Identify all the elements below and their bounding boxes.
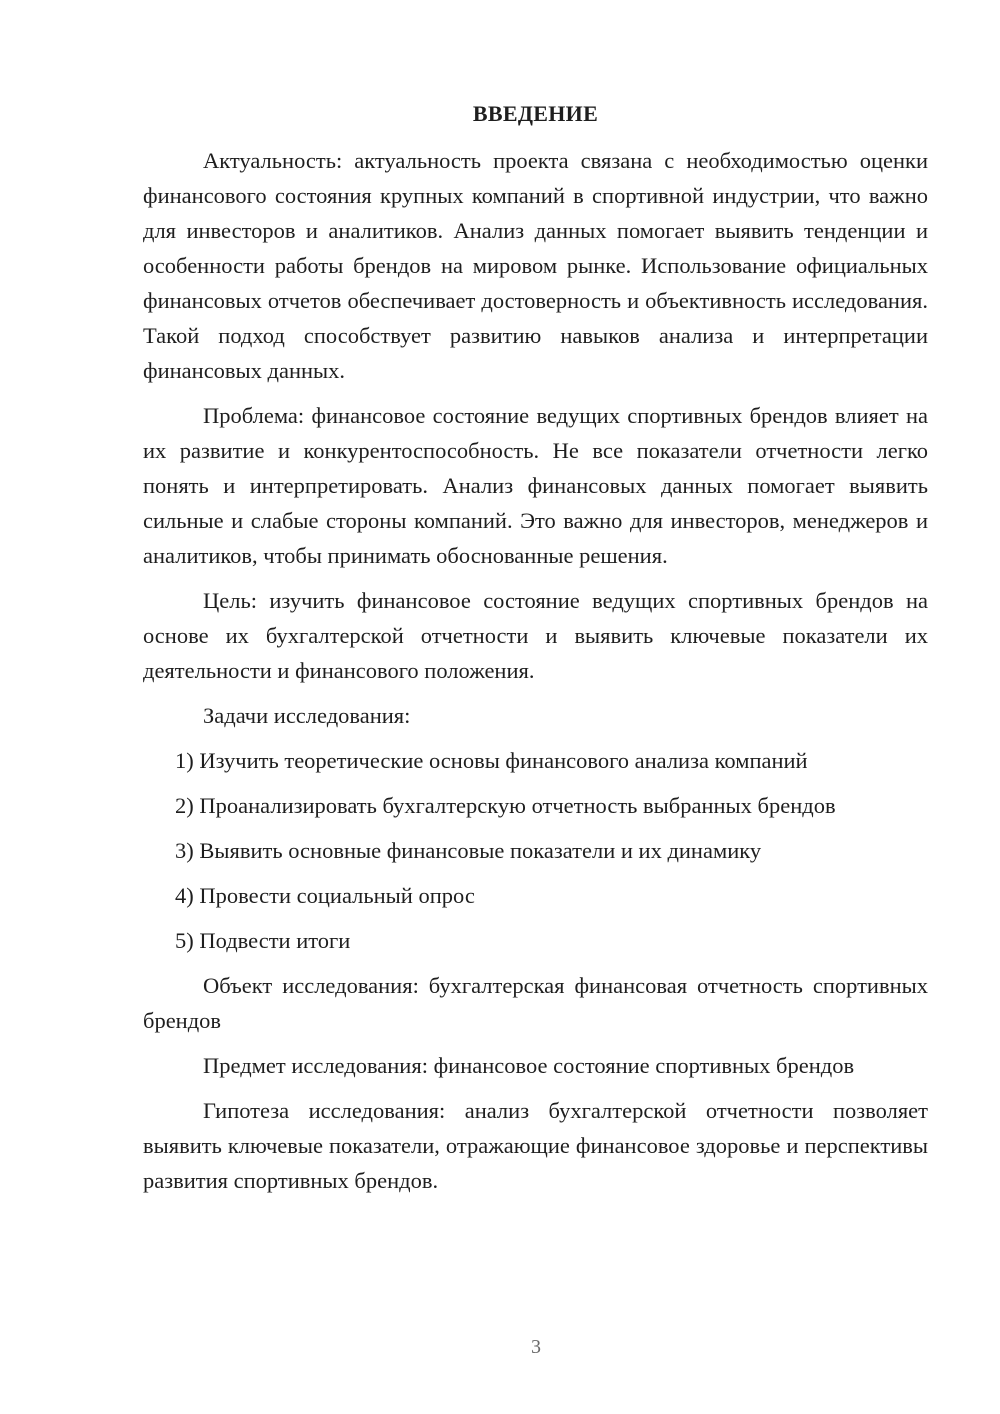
page-content (143, 96, 928, 1208)
list-item (143, 833, 928, 868)
task-text: Изучить теоретические основы финансового анализа компаний (199, 748, 808, 773)
task-text: Подвести итоги (199, 928, 351, 953)
tasks-heading: Задачи исследования: (203, 703, 411, 728)
goal-paragraph: Цель: изучить финансовое состояние ведущих спортивных брендов на основе их бухгалтерской отчетности и выявить ключевые показатели их деятельности и финансового положения. (143, 588, 928, 683)
page-number: 3 (531, 1336, 541, 1358)
list-item (143, 923, 928, 958)
task-number: 2) (175, 793, 194, 818)
task-number: 4) (175, 883, 194, 908)
problem-paragraph: Проблема: финансовое состояние ведущих спортивных брендов влияет на их развитие и конкурентоспособность. Не все показатели отчетности легко понять и интерпретировать. Анализ финансовых данных помогает выявить сильные и слабые стороны компаний. Это важно для инвесторов, менеджеров и аналитиков, чтобы принимать обоснованные решения. (143, 403, 928, 568)
hypothesis-paragraph: Гипотеза исследования: анализ бухгалтерской отчетности позволяет выявить ключевые показатели, отражающие финансовое здоровье и перспективы развития спортивных брендов. (143, 1098, 928, 1193)
task-list (143, 743, 928, 958)
task-number: 5) (175, 928, 194, 953)
object-paragraph: Объект исследования: бухгалтерская финансовая отчетность спортивных брендов (143, 973, 928, 1033)
task-text: Выявить основные финансовые показатели и их динамику (199, 838, 762, 863)
relevance-paragraph: Актуальность: актуальность проекта связана с необходимостью оценки финансового состояния крупных компаний в спортивной индустрии, что важно для инвесторов и аналитиков. Анализ данных помогает выявить тенденции и особенности работы брендов на мировом рынке. Использование официальных финансовых отчетов обеспечивает достоверность и объективность исследования. Такой подход способствует развитию навыков анализа и интерпретации финансовых данных. (143, 148, 928, 383)
list-item (143, 743, 928, 778)
list-item (143, 878, 928, 913)
task-number: 1) (175, 748, 194, 773)
task-text: Провести социальный опрос (199, 883, 475, 908)
subject-paragraph: Предмет исследования: финансовое состояние спортивных брендов (203, 1053, 855, 1078)
task-number: 3) (175, 838, 194, 863)
task-text: Проанализировать бухгалтерскую отчетность выбранных брендов (199, 793, 836, 818)
page-title: ВВЕДЕНИЕ (472, 101, 599, 126)
list-item (143, 788, 928, 823)
